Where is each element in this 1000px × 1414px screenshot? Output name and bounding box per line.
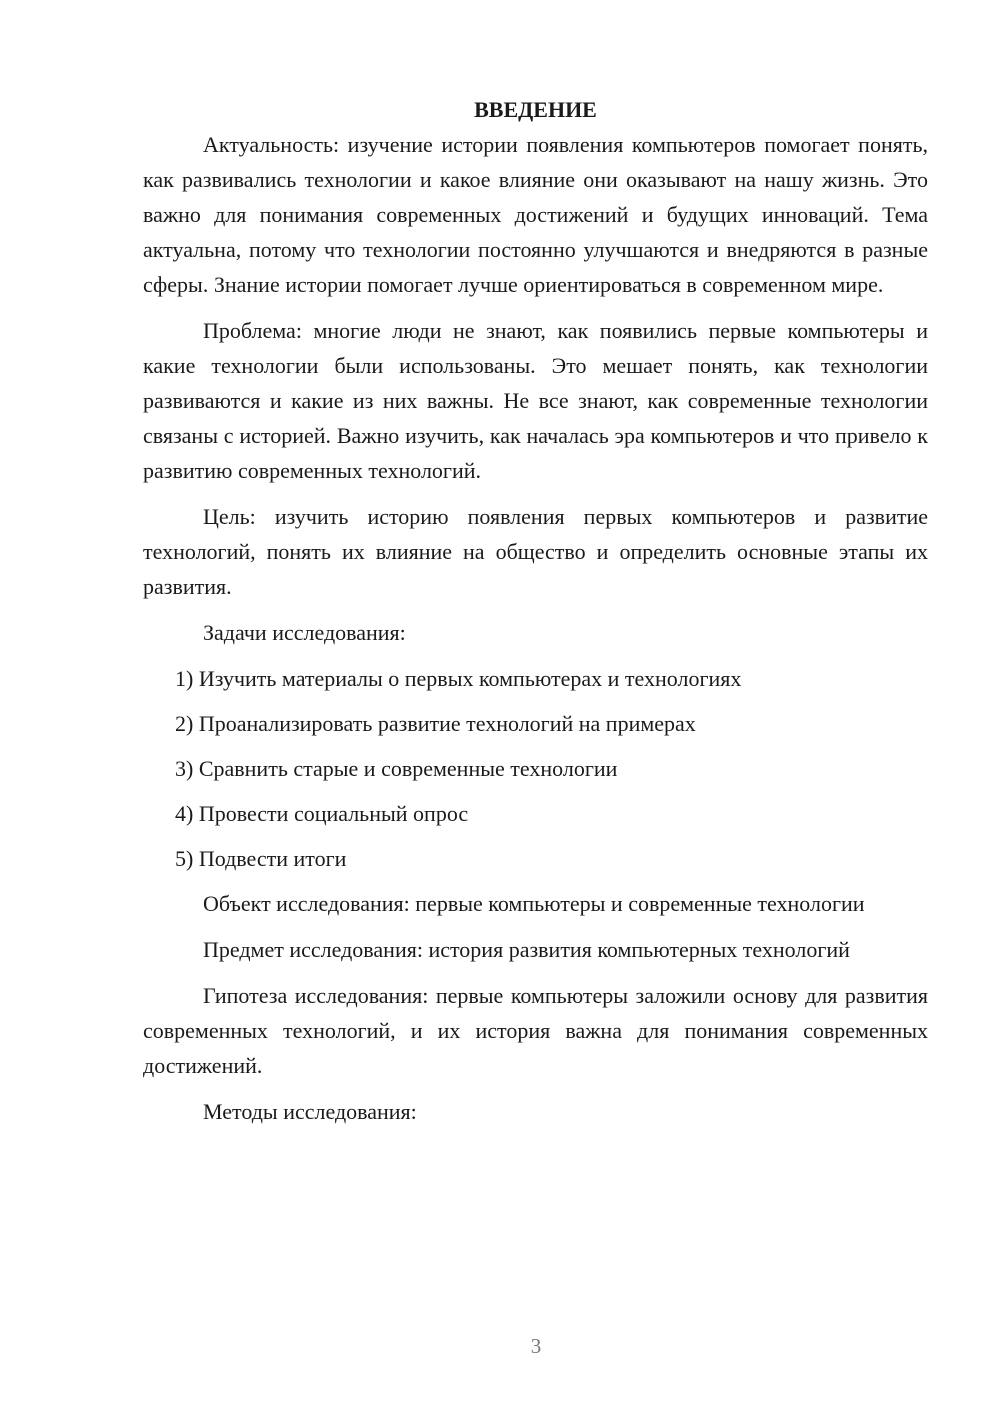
- paragraph-methods: Методы исследования:: [203, 1099, 417, 1124]
- paragraph-object: Объект исследования: первые компьютеры и современные технологии: [203, 891, 865, 916]
- paragraph-relevance: Актуальность: изучение истории появления компьютеров помогает понять, как развивались технологии и какое влияние они оказывают на нашу жизнь. Это важно для понимания современных достижений и будущих инноваций. Тема актуальна, потому что технологии постоянно улучшаются и внедряются в разные сферы. Знание истории помогает лучше ориентироваться в современном мире.: [143, 132, 928, 297]
- page-number: 3: [530, 1334, 542, 1358]
- page-content: [143, 92, 928, 1140]
- paragraph-subject: Предмет исследования: история развития компьютерных технологий: [203, 937, 850, 962]
- task-item: 3) Сравнить старые и современные технологии: [175, 756, 618, 781]
- task-item: 2) Проанализировать развитие технологий на примерах: [175, 711, 696, 736]
- task-item: 5) Подвести итоги: [175, 846, 347, 871]
- paragraph-tasks-heading: Задачи исследования:: [203, 620, 406, 645]
- page-title: ВВЕДЕНИЕ: [474, 97, 597, 122]
- task-item: 1) Изучить материалы о первых компьютерах и технологиях: [175, 666, 742, 691]
- paragraph-hypothesis: Гипотеза исследования: первые компьютеры заложили основу для развития современных технологий, и их история важна для понимания современных достижений.: [143, 983, 928, 1078]
- task-item: 4) Провести социальный опрос: [175, 801, 469, 826]
- paragraph-goal: Цель: изучить историю появления первых компьютеров и развитие технологий, понять их влияние на общество и определить основные этапы их развития.: [143, 504, 928, 599]
- paragraph-problem: Проблема: многие люди не знают, как появились первые компьютеры и какие технологии были использованы. Это мешает понять, как технологии развиваются и какие из них важны. Не все знают, как современные технологии связаны с историей. Важно изучить, как началась эра компьютеров и что привело к развитию современных технологий.: [143, 318, 928, 483]
